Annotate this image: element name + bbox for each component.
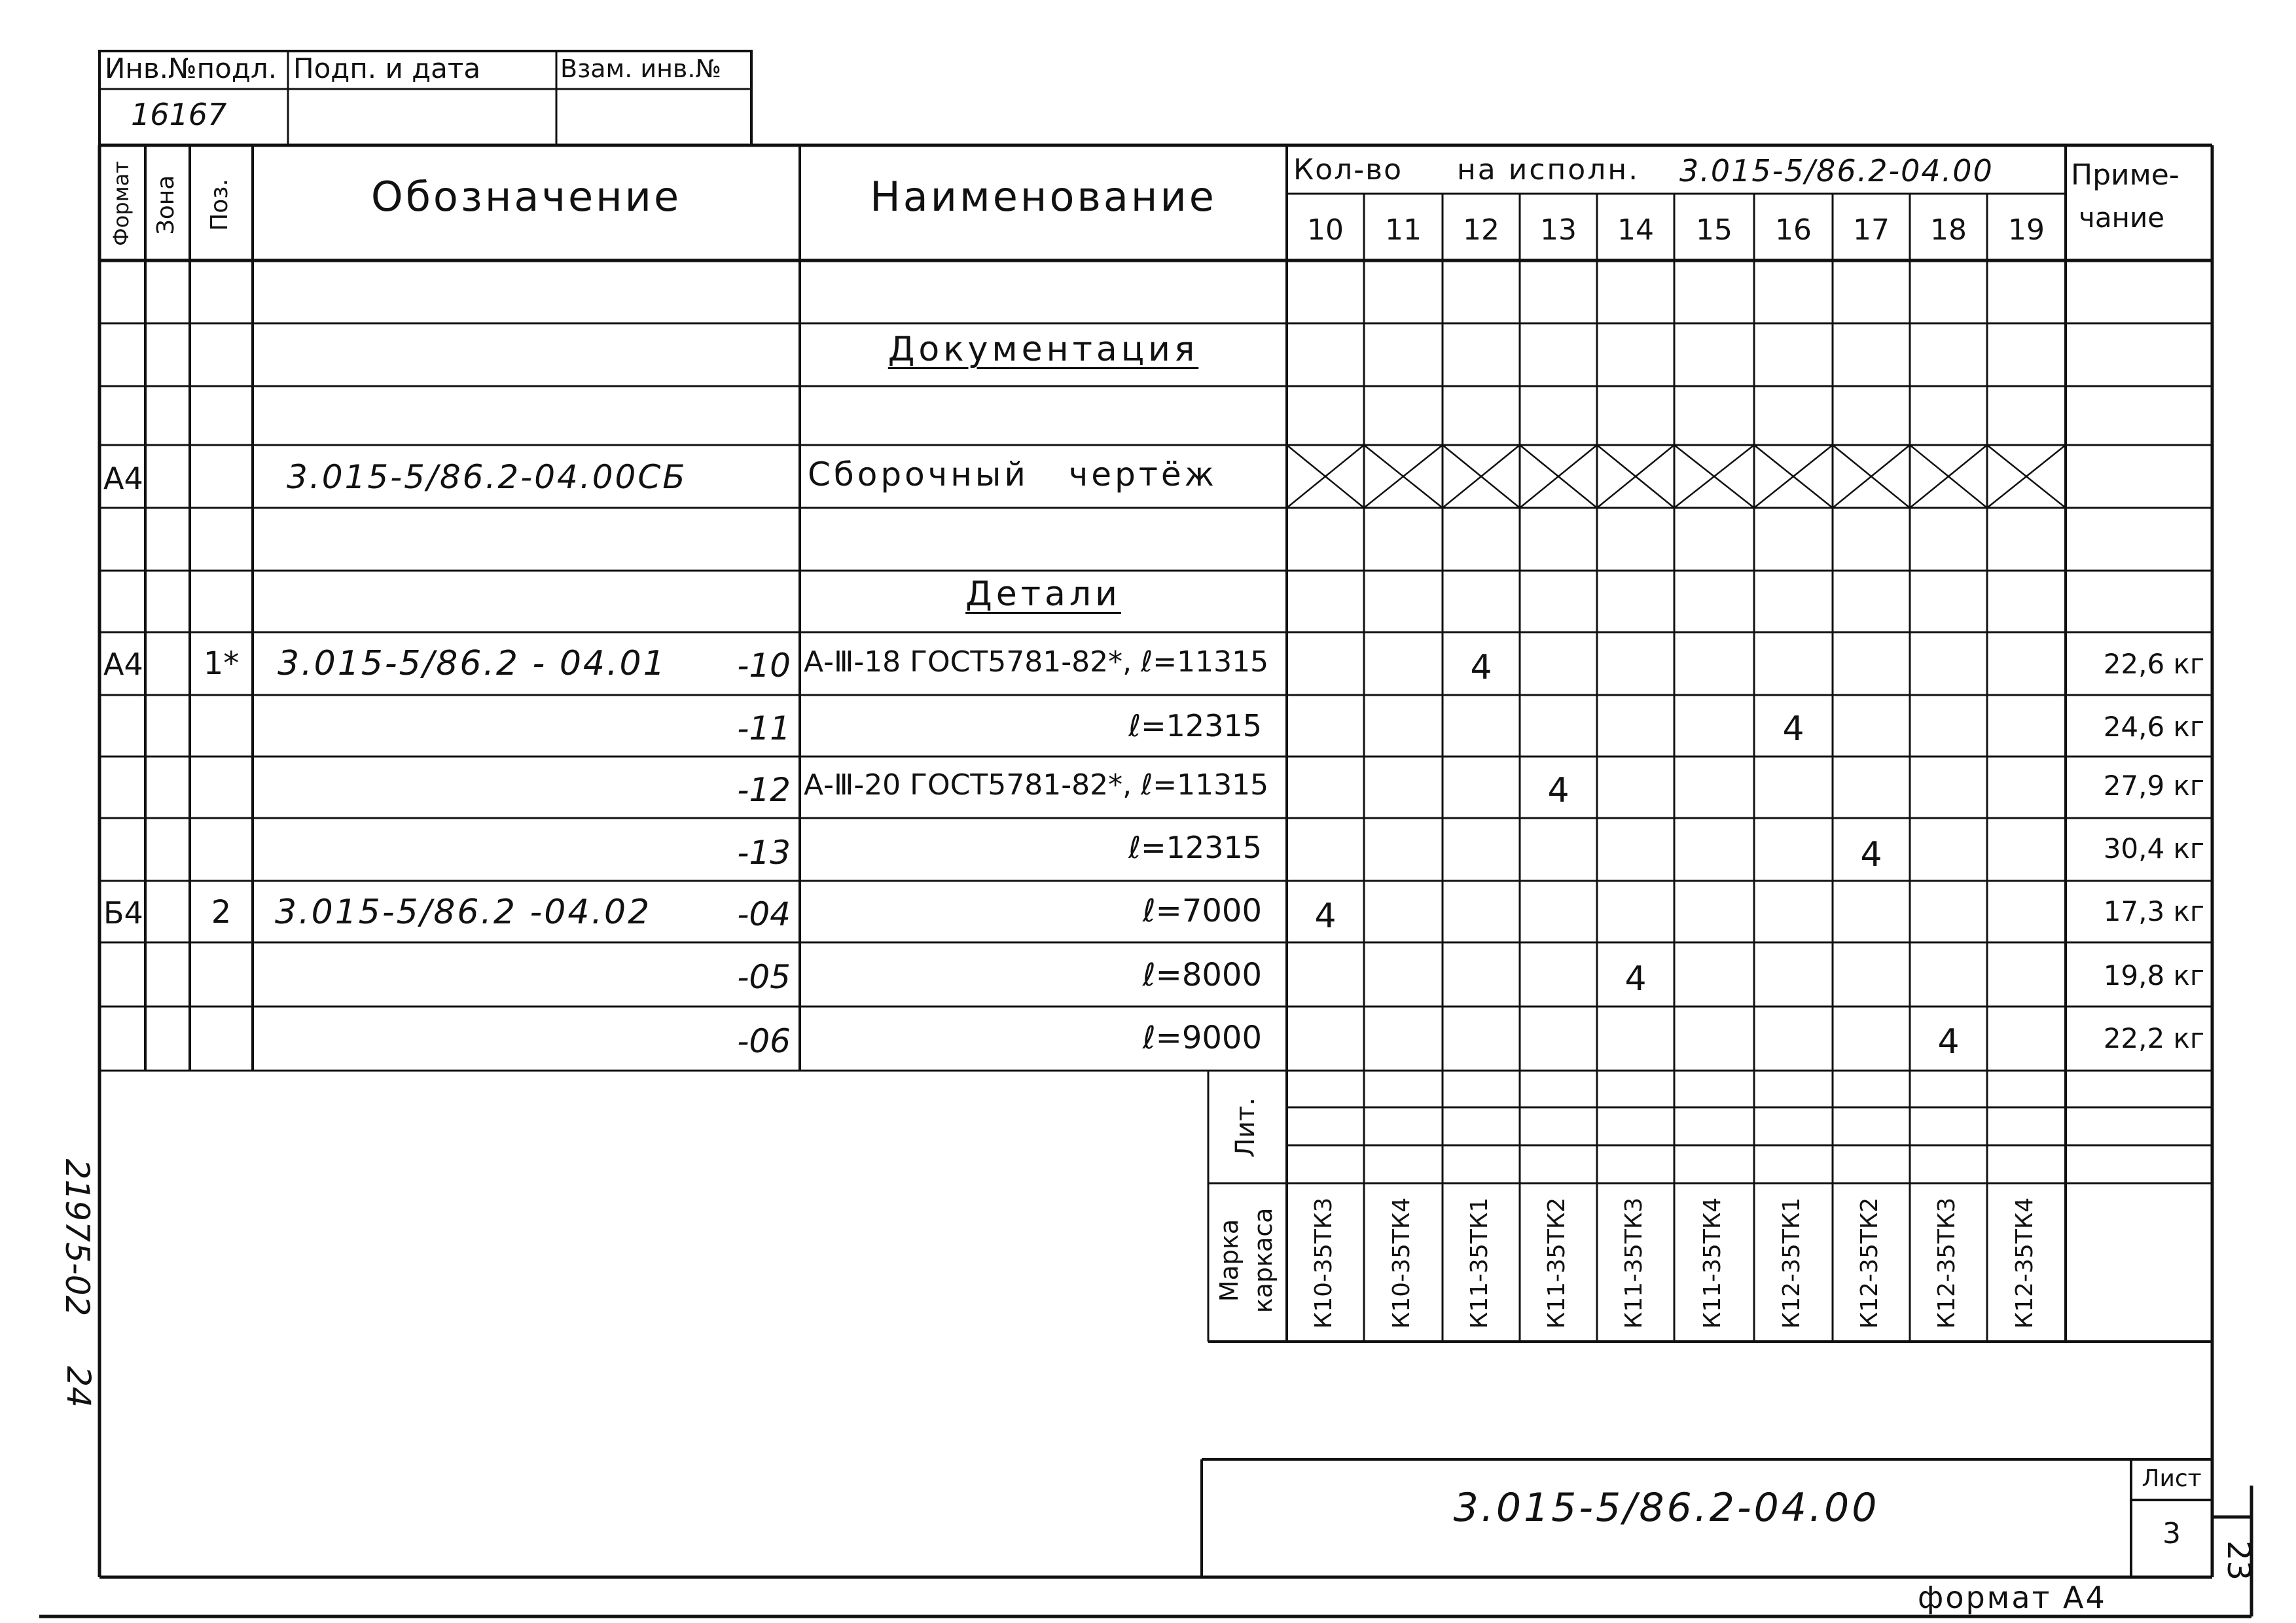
row-pos: 2 <box>211 894 232 931</box>
mark-k12-35tk3: К12-35ТК3 <box>1933 1197 1960 1329</box>
sheet-label: Лист <box>2142 1465 2202 1492</box>
row-qty: 4 <box>1782 709 1804 749</box>
row-note: 30,4 кг <box>2103 832 2204 865</box>
mark-k10-35tk4: К10-35ТК4 <box>1388 1197 1415 1329</box>
qty-col-14: 14 <box>1617 213 1654 247</box>
row-variant: -05 <box>737 958 791 996</box>
stamp-replace-header: Взам. инв.№ <box>560 54 721 83</box>
row-designation: 3.015-5/86.2 -04.02 <box>275 893 652 932</box>
section-documentation: Документация <box>888 330 1199 369</box>
stamp-sign-header: Подп. и дата <box>293 52 481 84</box>
row-name: ℓ=8000 <box>1142 957 1262 993</box>
header-note-2: чание <box>2079 202 2165 234</box>
header-zone: Зона <box>152 175 179 235</box>
assembly-format: А4 <box>103 461 143 496</box>
header-designation: Обозначение <box>370 173 682 221</box>
row-designation: 3.015-5/86.2 - 04.01 <box>278 644 667 683</box>
edge-number: 23 <box>2220 1541 2257 1581</box>
mark-label-2: каркаса <box>1249 1207 1278 1313</box>
sheet-number: 3 <box>2162 1517 2181 1550</box>
row-name: А-Ⅲ-20 ГОСТ5781-82*, ℓ=11315 <box>804 768 1269 802</box>
qty-col-12: 12 <box>1463 213 1499 247</box>
header-qty-mid: на исполн. <box>1457 153 1640 187</box>
mark-k12-35tk2: К12-35ТК2 <box>1856 1197 1883 1329</box>
qty-col-16: 16 <box>1775 213 1812 247</box>
qty-col-15: 15 <box>1696 213 1732 247</box>
header-qty-code: 3.015-5/86.2-04.00 <box>1679 153 1994 188</box>
assembly-name: Сборочный чертёж <box>808 455 1217 493</box>
row-variant: -11 <box>737 709 791 747</box>
row-note: 19,8 кг <box>2103 959 2204 991</box>
header-qty-label: Кол-во <box>1293 153 1403 187</box>
row-qty: 4 <box>1860 835 1882 874</box>
row-format: А4 <box>103 647 143 682</box>
row-name: ℓ=9000 <box>1142 1020 1262 1056</box>
row-variant: -04 <box>737 895 791 933</box>
row-note: 24,6 кг <box>2103 711 2204 743</box>
row-variant: -12 <box>737 771 791 809</box>
row-qty: 4 <box>1547 771 1570 810</box>
row-qty: 4 <box>1470 648 1492 687</box>
row-variant: -10 <box>737 647 791 685</box>
qty-col-17: 17 <box>1853 213 1890 247</box>
row-qty: 4 <box>1624 959 1647 999</box>
row-note: 22,6 кг <box>2103 648 2204 680</box>
stamp-inv-header: Инв.№подл. <box>105 52 278 84</box>
header-name: Наименование <box>870 173 1217 221</box>
side-page-number: 24 <box>60 1366 98 1408</box>
header-pos: Поз. <box>206 179 233 231</box>
mark-label-1: Марка <box>1215 1219 1244 1302</box>
assembly-crossed-cells <box>1287 445 2066 508</box>
mark-k11-35tk4: К11-35ТК4 <box>1699 1197 1726 1329</box>
assembly-designation: 3.015-5/86.2-04.00СБ <box>287 458 687 496</box>
side-archive-number: 21975-02 <box>58 1158 96 1317</box>
row-note: 27,9 кг <box>2103 770 2204 802</box>
mark-k11-35tk2: К11-35ТК2 <box>1543 1197 1570 1329</box>
section-parts: Детали <box>965 575 1121 614</box>
row-format: Б4 <box>103 895 143 931</box>
mark-k11-35tk1: К11-35ТК1 <box>1466 1197 1493 1329</box>
mark-k11-35tk3: К11-35ТК3 <box>1621 1197 1647 1329</box>
format-footer: формат А4 <box>1918 1580 2107 1615</box>
qty-col-18: 18 <box>1930 213 1967 247</box>
row-note: 17,3 кг <box>2103 895 2204 927</box>
lit-label: Лит. <box>1230 1097 1261 1158</box>
row-qty: 4 <box>1314 897 1336 936</box>
qty-col-10: 10 <box>1307 213 1344 247</box>
row-name: ℓ=7000 <box>1142 893 1262 929</box>
qty-col-11: 11 <box>1385 213 1422 247</box>
mark-k12-35tk4: К12-35ТК4 <box>2011 1197 2038 1329</box>
row-note: 22,2 кг <box>2103 1022 2204 1054</box>
title-designation: 3.015-5/86.2-04.00 <box>1453 1485 1880 1531</box>
qty-col-13: 13 <box>1540 213 1577 247</box>
row-qty: 4 <box>1937 1022 1960 1061</box>
qty-col-19: 19 <box>2008 213 2045 247</box>
row-variant: -13 <box>737 834 791 872</box>
mark-k10-35tk3: К10-35ТК3 <box>1310 1197 1337 1329</box>
row-variant: -06 <box>737 1022 791 1060</box>
mark-k12-35tk1: К12-35ТК1 <box>1778 1197 1805 1329</box>
row-name: ℓ=12315 <box>1128 708 1262 743</box>
stamp-inv-number: 16167 <box>131 97 227 132</box>
header-format: Формат <box>109 161 134 246</box>
row-name: А-Ⅲ-18 ГОСТ5781-82*, ℓ=11315 <box>804 645 1269 679</box>
row-name: ℓ=12315 <box>1128 830 1262 865</box>
header-note-1: Приме- <box>2071 158 2179 192</box>
row-pos: 1* <box>203 645 240 682</box>
